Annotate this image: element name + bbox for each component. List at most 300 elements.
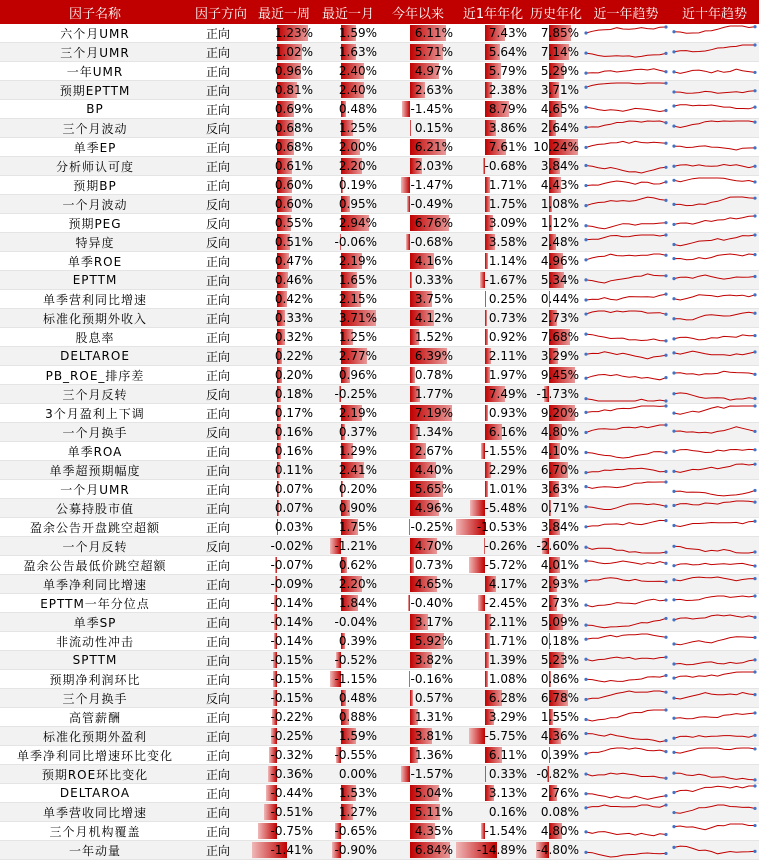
factor-name: 预期PEG — [0, 214, 190, 233]
sparkline-marker — [753, 693, 756, 696]
sparkline-marker — [753, 448, 756, 451]
sparkline-svg — [670, 746, 759, 764]
value-cell-w — [252, 214, 316, 233]
sparkline-line — [674, 748, 755, 753]
factor-direction: 正向 — [190, 575, 252, 594]
sparkline-marker — [584, 451, 587, 454]
table-row[interactable] — [0, 442, 759, 461]
sparkline-svg — [670, 271, 759, 289]
sparkline-marker — [584, 559, 587, 562]
value-text: 0.19% — [338, 178, 377, 192]
factor-direction: 正向 — [190, 347, 252, 366]
col-header-hist[interactable]: 历史年化 — [530, 0, 582, 24]
value-cell-m — [316, 746, 380, 765]
sparkline-trend-1y — [582, 233, 670, 252]
sparkline-marker — [672, 578, 675, 581]
value-text: 4.01% — [540, 558, 579, 572]
sparkline-marker — [753, 180, 756, 183]
value-cell-ytd — [380, 575, 456, 594]
sparkline-line — [586, 406, 666, 412]
table-row[interactable] — [0, 670, 759, 689]
value-cell-m — [316, 385, 380, 404]
table-row[interactable] — [0, 157, 759, 176]
sparkline-svg — [670, 841, 759, 859]
value-cell-y1 — [456, 727, 530, 746]
value-cell-ytd — [380, 385, 456, 404]
factor-direction: 正向 — [190, 404, 252, 423]
sparkline-line — [586, 107, 666, 111]
sparkline-trend-10y — [670, 803, 759, 822]
value-cell-y1 — [456, 594, 530, 613]
factor-direction: 正向 — [190, 100, 252, 119]
table-row[interactable] — [0, 62, 759, 81]
sparkline-line — [674, 69, 755, 73]
sparkline-marker — [584, 397, 587, 400]
table-row[interactable] — [0, 632, 759, 651]
value-text: 1.01% — [488, 482, 527, 496]
sparkline-marker — [672, 697, 675, 700]
table-row[interactable] — [0, 613, 759, 632]
sparkline-line — [674, 312, 755, 320]
value-cell-y1 — [456, 556, 530, 575]
value-text: -0.26% — [484, 539, 527, 553]
value-text: -0.16% — [410, 672, 453, 686]
sparkline-line — [586, 748, 666, 754]
value-text: 4.97% — [414, 64, 453, 78]
sparkline-marker — [672, 50, 675, 53]
value-text: 2.73% — [540, 311, 579, 325]
sparkline-line — [586, 121, 666, 127]
value-cell-w — [252, 100, 316, 119]
value-text: 2.63% — [414, 83, 453, 97]
value-text: 0.78% — [414, 368, 453, 382]
sparkline-line — [674, 735, 755, 738]
sparkline-line — [674, 105, 755, 109]
value-text: 4.36% — [540, 729, 579, 743]
table-row[interactable] — [0, 746, 759, 765]
value-cell-hist — [530, 62, 582, 81]
value-text: 2.94% — [338, 216, 377, 230]
sparkline-trend-1y — [582, 366, 670, 385]
table-row[interactable] — [0, 708, 759, 727]
value-cell-hist — [530, 328, 582, 347]
sparkline-svg — [670, 423, 759, 441]
table-row[interactable] — [0, 803, 759, 822]
value-text: 1.53% — [338, 786, 377, 800]
sparkline-trend-10y — [670, 271, 759, 290]
sparkline-trend-1y — [582, 404, 670, 423]
sparkline-trend-1y — [582, 195, 670, 214]
value-cell-w — [252, 727, 316, 746]
value-text: 3.29% — [540, 349, 579, 363]
table-row[interactable] — [0, 347, 759, 366]
value-text: 5.29% — [540, 64, 579, 78]
value-cell-m — [316, 119, 380, 138]
sparkline-marker — [672, 470, 675, 473]
value-text: 3.13% — [488, 786, 527, 800]
value-text: 5.64% — [488, 45, 527, 59]
sparkline-svg — [582, 537, 670, 555]
value-cell-y1 — [456, 176, 530, 195]
table-row[interactable] — [0, 233, 759, 252]
sparkline-line — [674, 178, 755, 182]
value-text: 2.40% — [338, 64, 377, 78]
value-text: -0.55% — [334, 748, 377, 762]
sparkline-line — [674, 637, 755, 645]
value-cell-y1 — [456, 119, 530, 138]
sparkline-svg — [670, 138, 759, 156]
value-text: -1.45% — [410, 102, 453, 116]
sparkline-marker — [664, 505, 667, 508]
sparkline-trend-1y — [582, 746, 670, 765]
sparkline-line — [674, 406, 755, 414]
sparkline-marker — [584, 698, 587, 701]
factor-name: 三个月换手 — [0, 689, 190, 708]
sparkline-line — [586, 852, 666, 857]
sparkline-marker — [672, 642, 675, 645]
sparkline-marker — [584, 411, 587, 414]
sparkline-svg — [582, 119, 670, 137]
value-text: 4.17% — [488, 577, 527, 591]
table-row[interactable] — [0, 195, 759, 214]
col-header-ytd[interactable]: 今年以来 — [380, 0, 456, 24]
value-cell-y1 — [456, 670, 530, 689]
value-cell-m — [316, 765, 380, 784]
sparkline-line — [674, 672, 755, 678]
value-text: 5.09% — [540, 615, 579, 629]
table-row[interactable] — [0, 784, 759, 803]
sparkline-marker — [584, 579, 587, 582]
table-row[interactable] — [0, 404, 759, 423]
sparkline-marker — [664, 233, 667, 236]
sparkline-marker — [584, 638, 587, 641]
sparkline-trend-1y — [582, 62, 670, 81]
col-header-trend-1y[interactable]: 近一年趋势 — [582, 0, 670, 24]
table-row[interactable] — [0, 271, 759, 290]
table-row[interactable] — [0, 822, 759, 841]
table-row[interactable] — [0, 480, 759, 499]
sparkline-svg — [670, 214, 759, 232]
value-cell-hist — [530, 214, 582, 233]
table-row[interactable] — [0, 43, 759, 62]
sparkline-trend-10y — [670, 594, 759, 613]
sparkline-trend-10y — [670, 708, 759, 727]
value-text: 0.88% — [338, 710, 377, 724]
sparkline-svg — [670, 499, 759, 517]
sparkline-marker — [664, 480, 667, 483]
sparkline-line — [674, 197, 755, 206]
table-row[interactable] — [0, 575, 759, 594]
value-text: 3.17% — [414, 615, 453, 629]
table-row[interactable] — [0, 309, 759, 328]
sparkline-trend-10y — [670, 499, 759, 518]
sparkline-marker — [753, 658, 756, 661]
value-text: 0.44% — [540, 292, 579, 306]
table-row[interactable] — [0, 100, 759, 119]
value-cell-hist — [530, 651, 582, 670]
factor-direction: 正向 — [190, 822, 252, 841]
sparkline-marker — [664, 180, 667, 183]
sparkline-line — [674, 45, 755, 52]
value-cell-ytd — [380, 271, 456, 290]
sparkline-svg — [670, 822, 759, 840]
sparkline-line — [586, 634, 666, 639]
value-cell-y1 — [456, 309, 530, 328]
value-text: 0.68% — [274, 121, 313, 135]
value-text: 6.16% — [488, 425, 527, 439]
value-cell-ytd — [380, 784, 456, 803]
sparkline-svg — [670, 81, 759, 99]
table-row[interactable] — [0, 765, 759, 784]
value-text: 1.71% — [488, 178, 527, 192]
value-text: -1.73% — [536, 387, 579, 401]
value-cell-ytd — [380, 727, 456, 746]
sparkline-marker — [664, 52, 667, 55]
value-cell-hist — [530, 670, 582, 689]
sparkline-line — [586, 520, 666, 526]
table-row[interactable] — [0, 366, 759, 385]
value-cell-w — [252, 594, 316, 613]
factor-name: 特异度 — [0, 233, 190, 252]
sparkline-svg — [670, 803, 759, 821]
value-text: 4.35% — [414, 824, 453, 838]
sparkline-trend-1y — [582, 157, 670, 176]
value-cell-m — [316, 613, 380, 632]
sparkline-marker — [672, 662, 675, 665]
sparkline-svg — [582, 100, 670, 118]
value-cell-m — [316, 328, 380, 347]
col-header-month[interactable]: 最近一月 — [316, 0, 380, 24]
factor-name: 分析师认可度 — [0, 157, 190, 176]
value-text: -0.49% — [410, 197, 453, 211]
sparkline-trend-1y — [582, 613, 670, 632]
sparkline-marker — [664, 451, 667, 454]
value-text: 3.71% — [540, 83, 579, 97]
value-text: 4.10% — [540, 444, 579, 458]
table-row[interactable] — [0, 841, 759, 860]
value-cell-hist — [530, 366, 582, 385]
value-text: -4.80% — [536, 843, 579, 857]
sparkline-svg — [582, 385, 670, 403]
value-cell-w — [252, 765, 316, 784]
col-header-1y[interactable]: 近1年年化 — [456, 0, 530, 24]
factor-direction: 正向 — [190, 841, 252, 860]
value-cell-ytd — [380, 689, 456, 708]
sparkline-trend-1y — [582, 252, 670, 271]
value-text: -0.68% — [410, 235, 453, 249]
col-header-name[interactable]: 因子名称 — [0, 0, 190, 24]
sparkline-marker — [672, 165, 675, 168]
factor-direction: 正向 — [190, 252, 252, 271]
sparkline-marker — [672, 504, 675, 507]
table-row[interactable] — [0, 385, 759, 404]
value-cell-ytd — [380, 252, 456, 271]
value-text: -1.47% — [410, 178, 453, 192]
table-header-row — [0, 0, 759, 24]
sparkline-marker — [672, 179, 675, 182]
value-cell-hist — [530, 746, 582, 765]
sparkline-marker — [672, 90, 675, 93]
value-cell-hist — [530, 423, 582, 442]
table-row[interactable] — [0, 423, 759, 442]
value-text: 1.39% — [488, 653, 527, 667]
value-cell-w — [252, 423, 316, 442]
sparkline-line — [674, 660, 755, 665]
value-text: 1.34% — [414, 425, 453, 439]
sparkline-trend-1y — [582, 727, 670, 746]
value-text: -0.15% — [270, 653, 313, 667]
sparkline-marker — [664, 852, 667, 855]
factor-direction: 正向 — [190, 271, 252, 290]
value-text: 4.65% — [414, 577, 453, 591]
sparkline-line — [674, 577, 755, 581]
sparkline-marker — [753, 89, 756, 92]
table-row[interactable] — [0, 24, 759, 43]
value-cell-y1 — [456, 347, 530, 366]
table-row[interactable] — [0, 537, 759, 556]
table-row[interactable] — [0, 138, 759, 157]
value-text: 0.60% — [274, 178, 313, 192]
sparkline-marker — [664, 750, 667, 753]
table-row[interactable] — [0, 176, 759, 195]
table-row[interactable] — [0, 119, 759, 138]
sparkline-line — [586, 676, 666, 682]
sparkline-line — [674, 235, 755, 246]
sparkline-line — [674, 713, 755, 719]
table-row[interactable] — [0, 518, 759, 537]
sparkline-svg — [670, 24, 759, 42]
sparkline-marker — [672, 317, 675, 320]
value-cell-ytd — [380, 100, 456, 119]
sparkline-marker — [664, 739, 667, 742]
value-text: 4.96% — [414, 501, 453, 515]
sparkline-line — [586, 197, 666, 206]
value-cell-ytd — [380, 62, 456, 81]
sparkline-trend-1y — [582, 43, 670, 62]
value-text: -0.15% — [270, 672, 313, 686]
sparkline-svg — [670, 385, 759, 403]
factor-name: 标准化预期外收入 — [0, 309, 190, 328]
value-cell-w — [252, 803, 316, 822]
sparkline-marker — [753, 233, 756, 236]
value-text: 1.84% — [338, 596, 377, 610]
value-cell-y1 — [456, 100, 530, 119]
value-text: 0.18% — [274, 387, 313, 401]
col-header-week[interactable]: 最近一周 — [252, 0, 316, 24]
table-row[interactable] — [0, 651, 759, 670]
value-text: 3.84% — [540, 520, 579, 534]
sparkline-svg — [670, 708, 759, 726]
value-text: -5.75% — [484, 729, 527, 743]
value-text: -14.89% — [476, 843, 527, 857]
sparkline-marker — [672, 490, 675, 493]
sparkline-svg — [582, 841, 670, 859]
sparkline-trend-10y — [670, 537, 759, 556]
value-text: 2.29% — [488, 463, 527, 477]
value-text: 3.84% — [540, 159, 579, 173]
table-row[interactable] — [0, 252, 759, 271]
factor-direction: 正向 — [190, 62, 252, 81]
table-row[interactable] — [0, 727, 759, 746]
sparkline-marker — [664, 199, 667, 202]
value-cell-w — [252, 499, 316, 518]
value-cell-y1 — [456, 480, 530, 499]
value-text: 0.03% — [274, 520, 313, 534]
value-text: 1.12% — [540, 216, 579, 230]
table-row[interactable] — [0, 214, 759, 233]
sparkline-line — [674, 121, 755, 128]
sparkline-trend-1y — [582, 100, 670, 119]
table-row[interactable] — [0, 81, 759, 100]
sparkline-marker — [664, 656, 667, 659]
value-cell-m — [316, 575, 380, 594]
sparkline-marker — [584, 830, 587, 833]
value-text: 4.80% — [540, 425, 579, 439]
sparkline-trend-10y — [670, 309, 759, 328]
value-text: -0.25% — [410, 520, 453, 534]
value-cell-hist — [530, 347, 582, 366]
value-cell-ytd — [380, 119, 456, 138]
sparkline-line — [674, 295, 755, 300]
value-text: 6.84% — [414, 843, 453, 857]
table-row[interactable] — [0, 594, 759, 613]
sparkline-svg — [670, 290, 759, 308]
value-cell-ytd — [380, 613, 456, 632]
col-header-trend-10y[interactable]: 近十年趋势 — [670, 0, 759, 24]
sparkline-marker — [753, 146, 756, 149]
factor-name: 单季营利同比增速 — [0, 290, 190, 309]
table-row[interactable] — [0, 556, 759, 575]
table-row[interactable] — [0, 499, 759, 518]
value-cell-hist — [530, 100, 582, 119]
sparkline-line — [586, 794, 666, 800]
sparkline-marker — [753, 550, 756, 553]
sparkline-marker — [664, 617, 667, 620]
value-text: 0.11% — [274, 463, 313, 477]
value-cell-ytd — [380, 138, 456, 157]
sparkline-svg — [670, 404, 759, 422]
table-row[interactable] — [0, 290, 759, 309]
table-row[interactable] — [0, 328, 759, 347]
col-header-direction[interactable]: 因子方向 — [190, 0, 252, 24]
sparkline-line — [586, 547, 666, 553]
value-text: 0.07% — [274, 501, 313, 515]
value-text: -0.06% — [334, 235, 377, 249]
value-text: 4.96% — [540, 254, 579, 268]
table-row[interactable] — [0, 689, 759, 708]
value-text: 0.33% — [488, 767, 527, 781]
sparkline-trend-1y — [582, 347, 670, 366]
sparkline-svg — [582, 62, 670, 80]
value-cell-m — [316, 24, 380, 43]
value-cell-hist — [530, 404, 582, 423]
sparkline-svg — [670, 328, 759, 346]
sparkline-marker — [753, 106, 756, 109]
sparkline-marker — [753, 670, 756, 673]
sparkline-svg — [670, 784, 759, 802]
value-cell-m — [316, 537, 380, 556]
sparkline-svg — [582, 670, 670, 688]
value-cell-y1 — [456, 461, 530, 480]
value-cell-m — [316, 727, 380, 746]
value-cell-ytd — [380, 195, 456, 214]
table-row[interactable] — [0, 461, 759, 480]
sparkline-svg — [670, 233, 759, 251]
value-cell-w — [252, 328, 316, 347]
value-text: -0.22% — [270, 710, 313, 724]
value-cell-ytd — [380, 442, 456, 461]
value-text: 3.71% — [338, 311, 377, 325]
